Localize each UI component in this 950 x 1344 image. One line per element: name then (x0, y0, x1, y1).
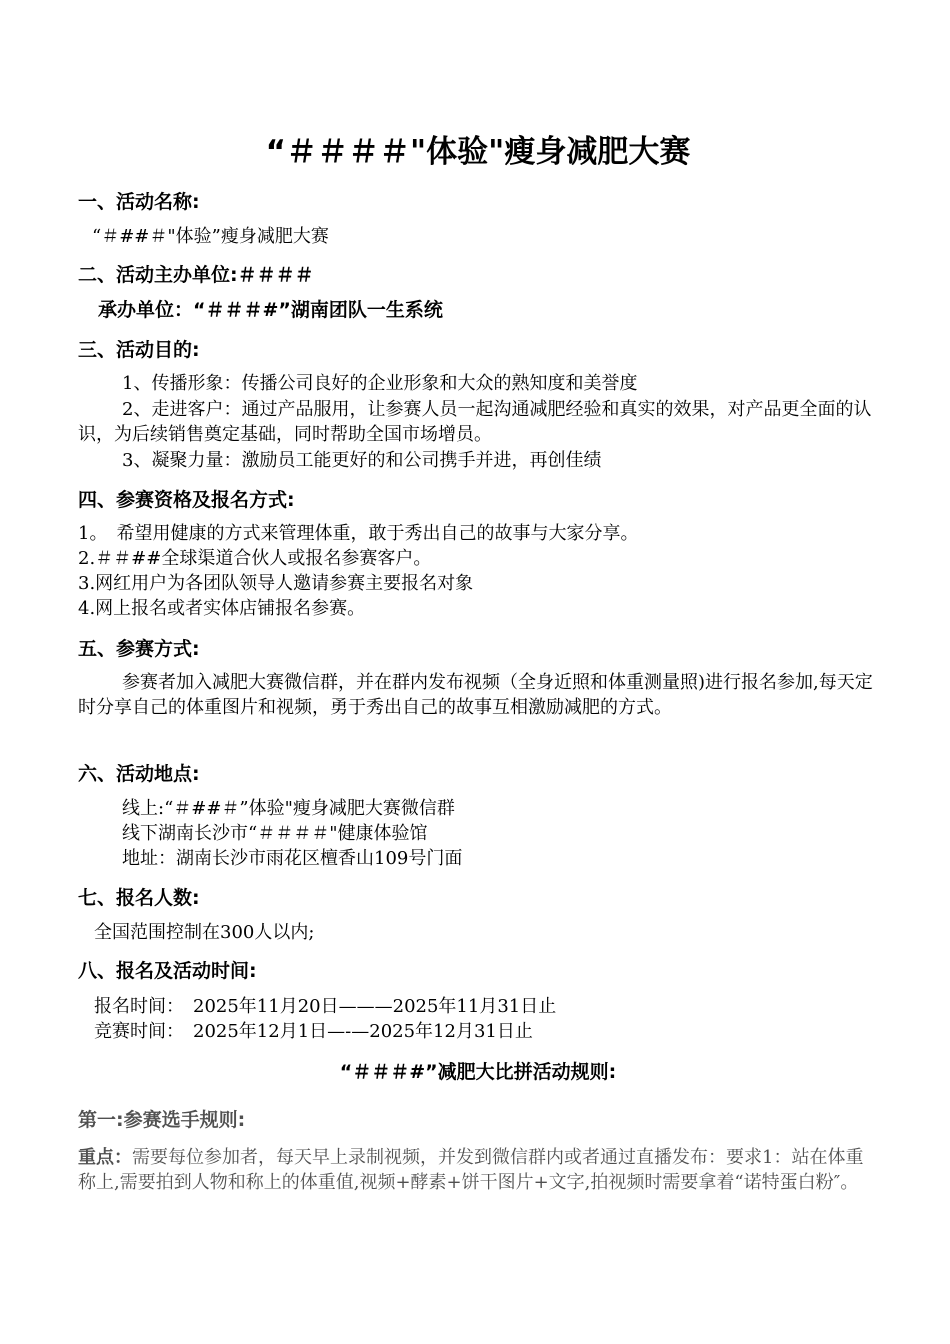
registration-time: 报名时间： 2025年11月20日———2025年11月31日止 (94, 996, 557, 1017)
purpose-item-1: 1、传播形象：传播公司良好的企业形象和大众的熟知度和美誉度 (122, 373, 638, 394)
location-offline: 线下湖南长沙市“＃＃＃＃"健康体验馆 (122, 823, 428, 844)
purpose-item-2: 2、走进客户：通过产品服用，让参赛人员一起沟通减肥经验和真实的效果，对产品更全面的认识，为后续销售奠定基础，同时帮助全国市场增员。 (78, 399, 872, 445)
section-8-heading: 八、报名及活动时间: (78, 960, 257, 982)
location-online: 线上:“＃##＃”体验"瘦身减肥大赛微信群 (122, 798, 455, 819)
participant-limit: 全国范围控制在300人以内; (94, 922, 315, 943)
section-5-heading: 五、参赛方式: (78, 638, 200, 660)
key-point-text: 需要每位参加者，每天早上录制视频，并发到微信群内或者通过直播发布：要求1：站在体重称上,需要拍到人物和称上的体重值,视频+酵素+饼干图片+文字,拍视频时需要拿着“诺特蛋白粉″。 (78, 1147, 864, 1193)
section-2-heading: 二、活动主办单位:＃＃＃＃ (78, 264, 314, 286)
rules-title: “＃＃＃#”减肥大比拼活动规则: (339, 1061, 617, 1083)
key-point-label: 重点： (78, 1147, 132, 1168)
eligibility-item-3: 3.网红用户为各团队领导人邀请参赛主要报名对象 (78, 573, 474, 594)
section-3-heading: 三、活动目的: (78, 339, 200, 361)
activity-name: “＃##＃"体验”瘦身减肥大赛 (92, 226, 329, 247)
rules-heading: 第一:参赛选手规则: (78, 1109, 246, 1131)
section-1-heading: 一、活动名称: (78, 191, 200, 213)
document-title: “＃＃＃＃"体验"瘦身减肥大赛 (265, 134, 691, 170)
eligibility-item-1: 1。 希望用健康的方式来管理体重，敢于秀出自己的故事与大家分享。 (78, 523, 639, 544)
participation-method: 参赛者加入减肥大赛微信群，并在群内发布视频（全身近照和体重测量照)进行报名参加,每天定时分享自己的体重图片和视频，勇于秀出自己的故事互相激励减肥的方式。 (78, 672, 873, 718)
section-6-heading: 六、活动地点: (78, 763, 200, 785)
section-7-heading: 七、报名人数: (78, 887, 200, 909)
rules-key-point (78, 1145, 878, 1195)
eligibility-item-4: 4.网上报名或者实体店铺报名参赛。 (78, 598, 366, 619)
eligibility-item-2: 2.＃＃##全球渠道合伙人或报名参赛客户。 (78, 548, 432, 569)
co-organizer: 承办单位：“＃＃＃#”湖南团队一生系统 (98, 299, 443, 321)
location-address: 地址：湖南长沙市雨花区檀香山109号门面 (122, 848, 463, 869)
section-4-heading: 四、参赛资格及报名方式: (78, 489, 295, 511)
purpose-item-3: 3、凝聚力量：激励员工能更好的和公司携手并进，再创佳绩 (122, 450, 602, 471)
competition-time: 竞赛时间： 2025年12月1日—-—2025年12月31日止 (94, 1021, 533, 1042)
